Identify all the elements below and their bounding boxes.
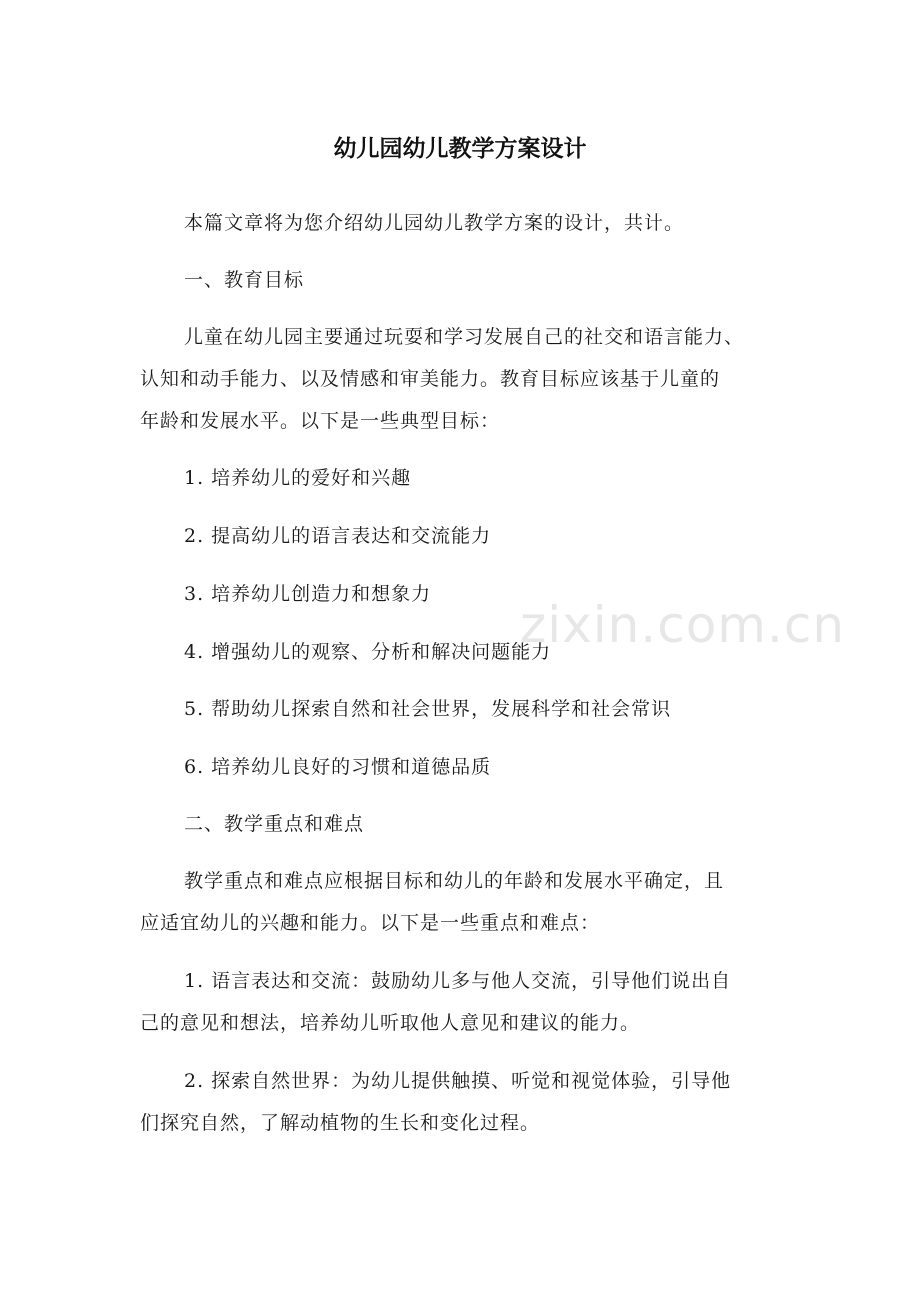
section1-paragraph: [140, 316, 800, 442]
section1-paragraph-line: 认知和动手能力、以及情感和审美能力。教育目标应该基于儿童的: [140, 368, 721, 390]
goal-item: 3. 培养幼儿创造力和想象力: [184, 583, 432, 605]
goal-item: 4. 增强幼儿的观察、分析和解决问题能力: [184, 641, 552, 663]
key-point: [140, 960, 800, 1044]
document-title: 幼儿园幼儿教学方案设计: [333, 136, 587, 162]
key-point: [140, 1060, 800, 1144]
section1-paragraph-line: 年龄和发展水平。以下是一些典型目标：: [140, 410, 501, 432]
goal-item: 2. 提高幼儿的语言表达和交流能力: [184, 525, 492, 547]
section2-heading: 二、教学重点和难点: [184, 813, 365, 835]
key-point-line: 们探究自然，了解动植物的生长和变化过程。: [140, 1112, 541, 1134]
section2-paragraph-line: 应适宜幼儿的兴趣和能力。以下是一些重点和难点：: [140, 912, 601, 934]
section2-paragraph-line: 教学重点和难点应根据目标和幼儿的年龄和发展水平确定，且: [184, 870, 725, 892]
goal-item: 6. 培养幼儿良好的习惯和道德品质: [184, 756, 492, 778]
section2-paragraph: [140, 860, 800, 944]
key-point-line: 1. 语言表达和交流：鼓励幼儿多与他人交流，引导他们说出自: [184, 970, 732, 992]
key-point-line: 己的意见和想法，培养幼儿听取他人意见和建议的能力。: [140, 1012, 641, 1034]
section1-heading: 一、教育目标: [184, 269, 305, 291]
intro-paragraph: 本篇文章将为您介绍幼儿园幼儿教学方案的设计，共计。: [184, 212, 685, 234]
key-point-line: 2. 探索自然世界：为幼儿提供触摸、听觉和视觉体验，引导他: [184, 1070, 732, 1092]
section1-paragraph-line: 儿童在幼儿园主要通过玩耍和学习发展自己的社交和语言能力、: [184, 326, 745, 348]
goal-item: 5. 帮助幼儿探索自然和社会世界，发展科学和社会常识: [184, 698, 672, 720]
goal-item: 1. 培养幼儿的爱好和兴趣: [184, 467, 412, 489]
watermark: zixin.com.cn: [520, 596, 846, 654]
